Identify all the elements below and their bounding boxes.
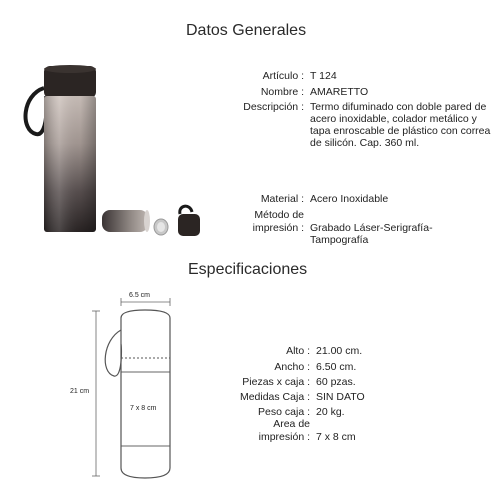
- print-area-value: 7 x 8 cm: [316, 431, 356, 443]
- article-value: T 124: [310, 70, 337, 82]
- height-dimension-label: 21 cm: [70, 388, 90, 395]
- print-area-label: 7 x 8 cm: [130, 405, 157, 412]
- width-dimension-label: 6.5 cm: [129, 292, 151, 299]
- height-value: 21.00 cm.: [316, 345, 363, 357]
- material-value: Acero Inoxidable: [310, 193, 389, 205]
- material-label: Material :: [260, 193, 304, 205]
- print-area-label-2: impresión :: [258, 431, 310, 443]
- description-value: Termo difuminado con doble pared de acero inoxidable, colador metálico y tapa enroscable de plástico con correa de silicón. Cap. 360 ml.: [310, 101, 491, 149]
- general-data-title: Datos Generales: [186, 22, 307, 39]
- print-method-value-1: Grabado Láser-Serigrafía-: [310, 222, 433, 234]
- print-area-label-1: Area de: [273, 418, 310, 430]
- pieces-per-box-value: 60 pzas.: [316, 376, 356, 388]
- width-value: 6.50 cm.: [316, 361, 357, 373]
- width-label: Ancho :: [274, 361, 310, 373]
- print-method-value-2: Tampografía: [310, 234, 369, 246]
- height-label: Alto :: [286, 345, 310, 357]
- print-method-label-2: impresión :: [252, 222, 304, 234]
- article-label: Artículo :: [262, 70, 304, 82]
- box-weight-value: 20 kg.: [316, 406, 345, 418]
- box-size-label: Medidas Caja :: [239, 391, 310, 403]
- box-weight-label: Peso caja :: [258, 406, 310, 418]
- name-label: Nombre :: [260, 86, 304, 98]
- specifications-title: Especificaciones: [188, 261, 308, 278]
- box-size-value: SIN DATO: [316, 391, 365, 403]
- pieces-per-box-label: Piezas x caja :: [242, 376, 310, 388]
- name-value: AMARETTO: [310, 86, 369, 98]
- description-label: Descripción :: [243, 101, 304, 113]
- thermos-outline: [121, 310, 170, 478]
- print-method-label-1: Método de: [254, 209, 304, 221]
